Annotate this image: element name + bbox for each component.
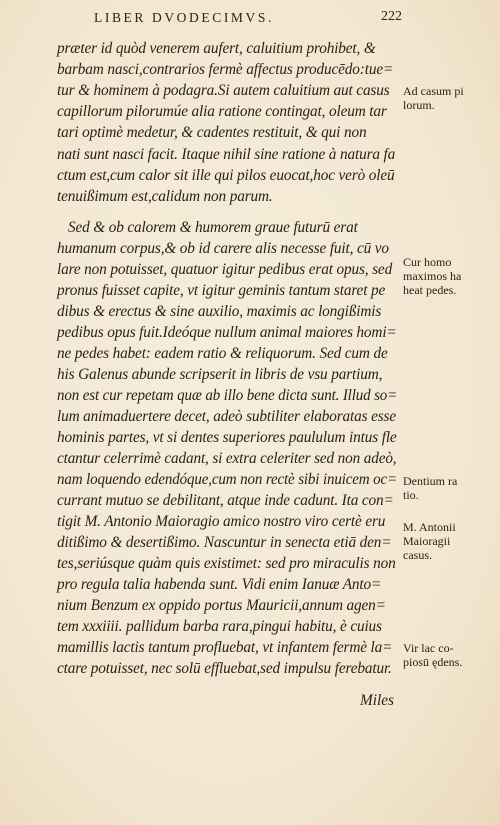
catchword: Miles (360, 692, 394, 709)
margin-note-line: Vir lac co- (403, 641, 454, 655)
text-line: capillorum pilorumúe alia ratione contingat, oleum tar (57, 103, 387, 120)
text-line: tenuißimum est,calidum non parum. (57, 188, 273, 205)
text-line: nam loquendo edendóque,cum non rectè sibi inuicem oc= (57, 471, 398, 488)
text-line: humanum corpus,& ob id carere alis necesse fuit, cū vo (57, 240, 389, 257)
margin-note-large-feet (403, 255, 461, 297)
text-line: ctum est,cum calor sit ille qui pilos euocat,hoc verò oleū (57, 167, 395, 184)
margin-note-line: M. Antonii (403, 520, 456, 534)
text-line: nati sunt nasci facit. Itaque nihil sine ratione à natura fa (57, 146, 396, 163)
text-line: præter id quòd venerem aufert, caluitium prohibet, & (57, 40, 376, 57)
margin-note-line: maximos ha (403, 269, 462, 283)
text-line: his Galenus abunde scripserit in libris de vsu partium, (57, 366, 383, 383)
text-line: tigit M. Antonio Maioragio amico nostro viro certè eru (57, 513, 386, 530)
margin-note-line: piosū ędens. (403, 655, 463, 669)
text-line: pedibus opus fuit.Ideóque nullum animal maiores homi= (57, 324, 397, 341)
text-line: pro regula talia habenda sunt. Vidi enim Ianuæ Anto= (57, 576, 382, 593)
page-number: 222 (381, 9, 402, 24)
margin-note-line: heat pedes. (403, 283, 457, 297)
text-line: non est cur repetam quæ ab illo bene dicta sunt. Illud so= (57, 387, 398, 404)
text-line: barbam nasci,contrarios fermè affectus producēdo:tue= (57, 61, 394, 78)
text-line: lare non potuisset, quatuor igitur pedibus erat opus, sed (57, 261, 393, 278)
text-line: ditißimo & desertißimo. Nascuntur in senecta etiā den= (57, 534, 392, 551)
margin-note-teeth (403, 474, 457, 502)
text-line: ctantur celerrimè cadant, si extra celeriter sed non adeò, (57, 450, 397, 467)
text-line: nium Benzum ex oppido portus Mauricii,annum agen= (57, 597, 386, 614)
text-line: tes,seriúsque quàm quis existimet: sed pro miraculis non (57, 555, 396, 572)
text-line: lum animaduertere decet, adeò subtiliter elaboratas esse (57, 408, 396, 425)
text-line: hominis partes, vt si dentes superiores paululum intus fle (57, 429, 397, 446)
text-line: pronus fuisset capite, vt igitur geminis tantum staret pe (57, 282, 386, 299)
text-line: ctare potuisset, nec solū effluebat,sed impulsu ferebatur. (57, 660, 392, 677)
running-head: LIBER DVODECIMVS. (94, 10, 274, 25)
text-line: ne pedes habet: eadem ratio & reliquorum. Sed cum de (57, 345, 388, 362)
paragraph-start-line: Sed & ob calorem & humorem graue futurū erat (68, 219, 358, 236)
margin-note-line: Maioragii (403, 534, 451, 548)
margin-note-hair-loss (403, 84, 464, 112)
margin-note-line: casus. (403, 548, 432, 562)
margin-note-line: Dentium ra (403, 474, 458, 488)
text-line: tem xxxiiii. pallidum barba rara,pingui habitu, è cuius (57, 618, 382, 635)
margin-note-line: Cur homo (403, 255, 452, 269)
margin-note-maioragius (403, 520, 456, 562)
text-line: tari optimè medetur, & cadentes restituit, & qui non (57, 124, 367, 141)
margin-note-line: lorum. (403, 98, 435, 112)
text-line: dibus & erectus & sine auxilio, maximis ac longißimis (57, 303, 382, 320)
margin-note-line: tio. (403, 488, 419, 502)
text-line: currant mutuo se debilitant, atque inde cadunt. Ita con= (57, 492, 394, 509)
text-line: mamillis lactis tantum profluebat, vt infantem fermè la= (57, 639, 393, 656)
text-line: tur & hominem à podagra.Si autem caluitium aut casus (57, 82, 390, 99)
margin-note-lactating-man (403, 641, 462, 669)
margin-note-line: Ad casum pi (403, 84, 464, 98)
